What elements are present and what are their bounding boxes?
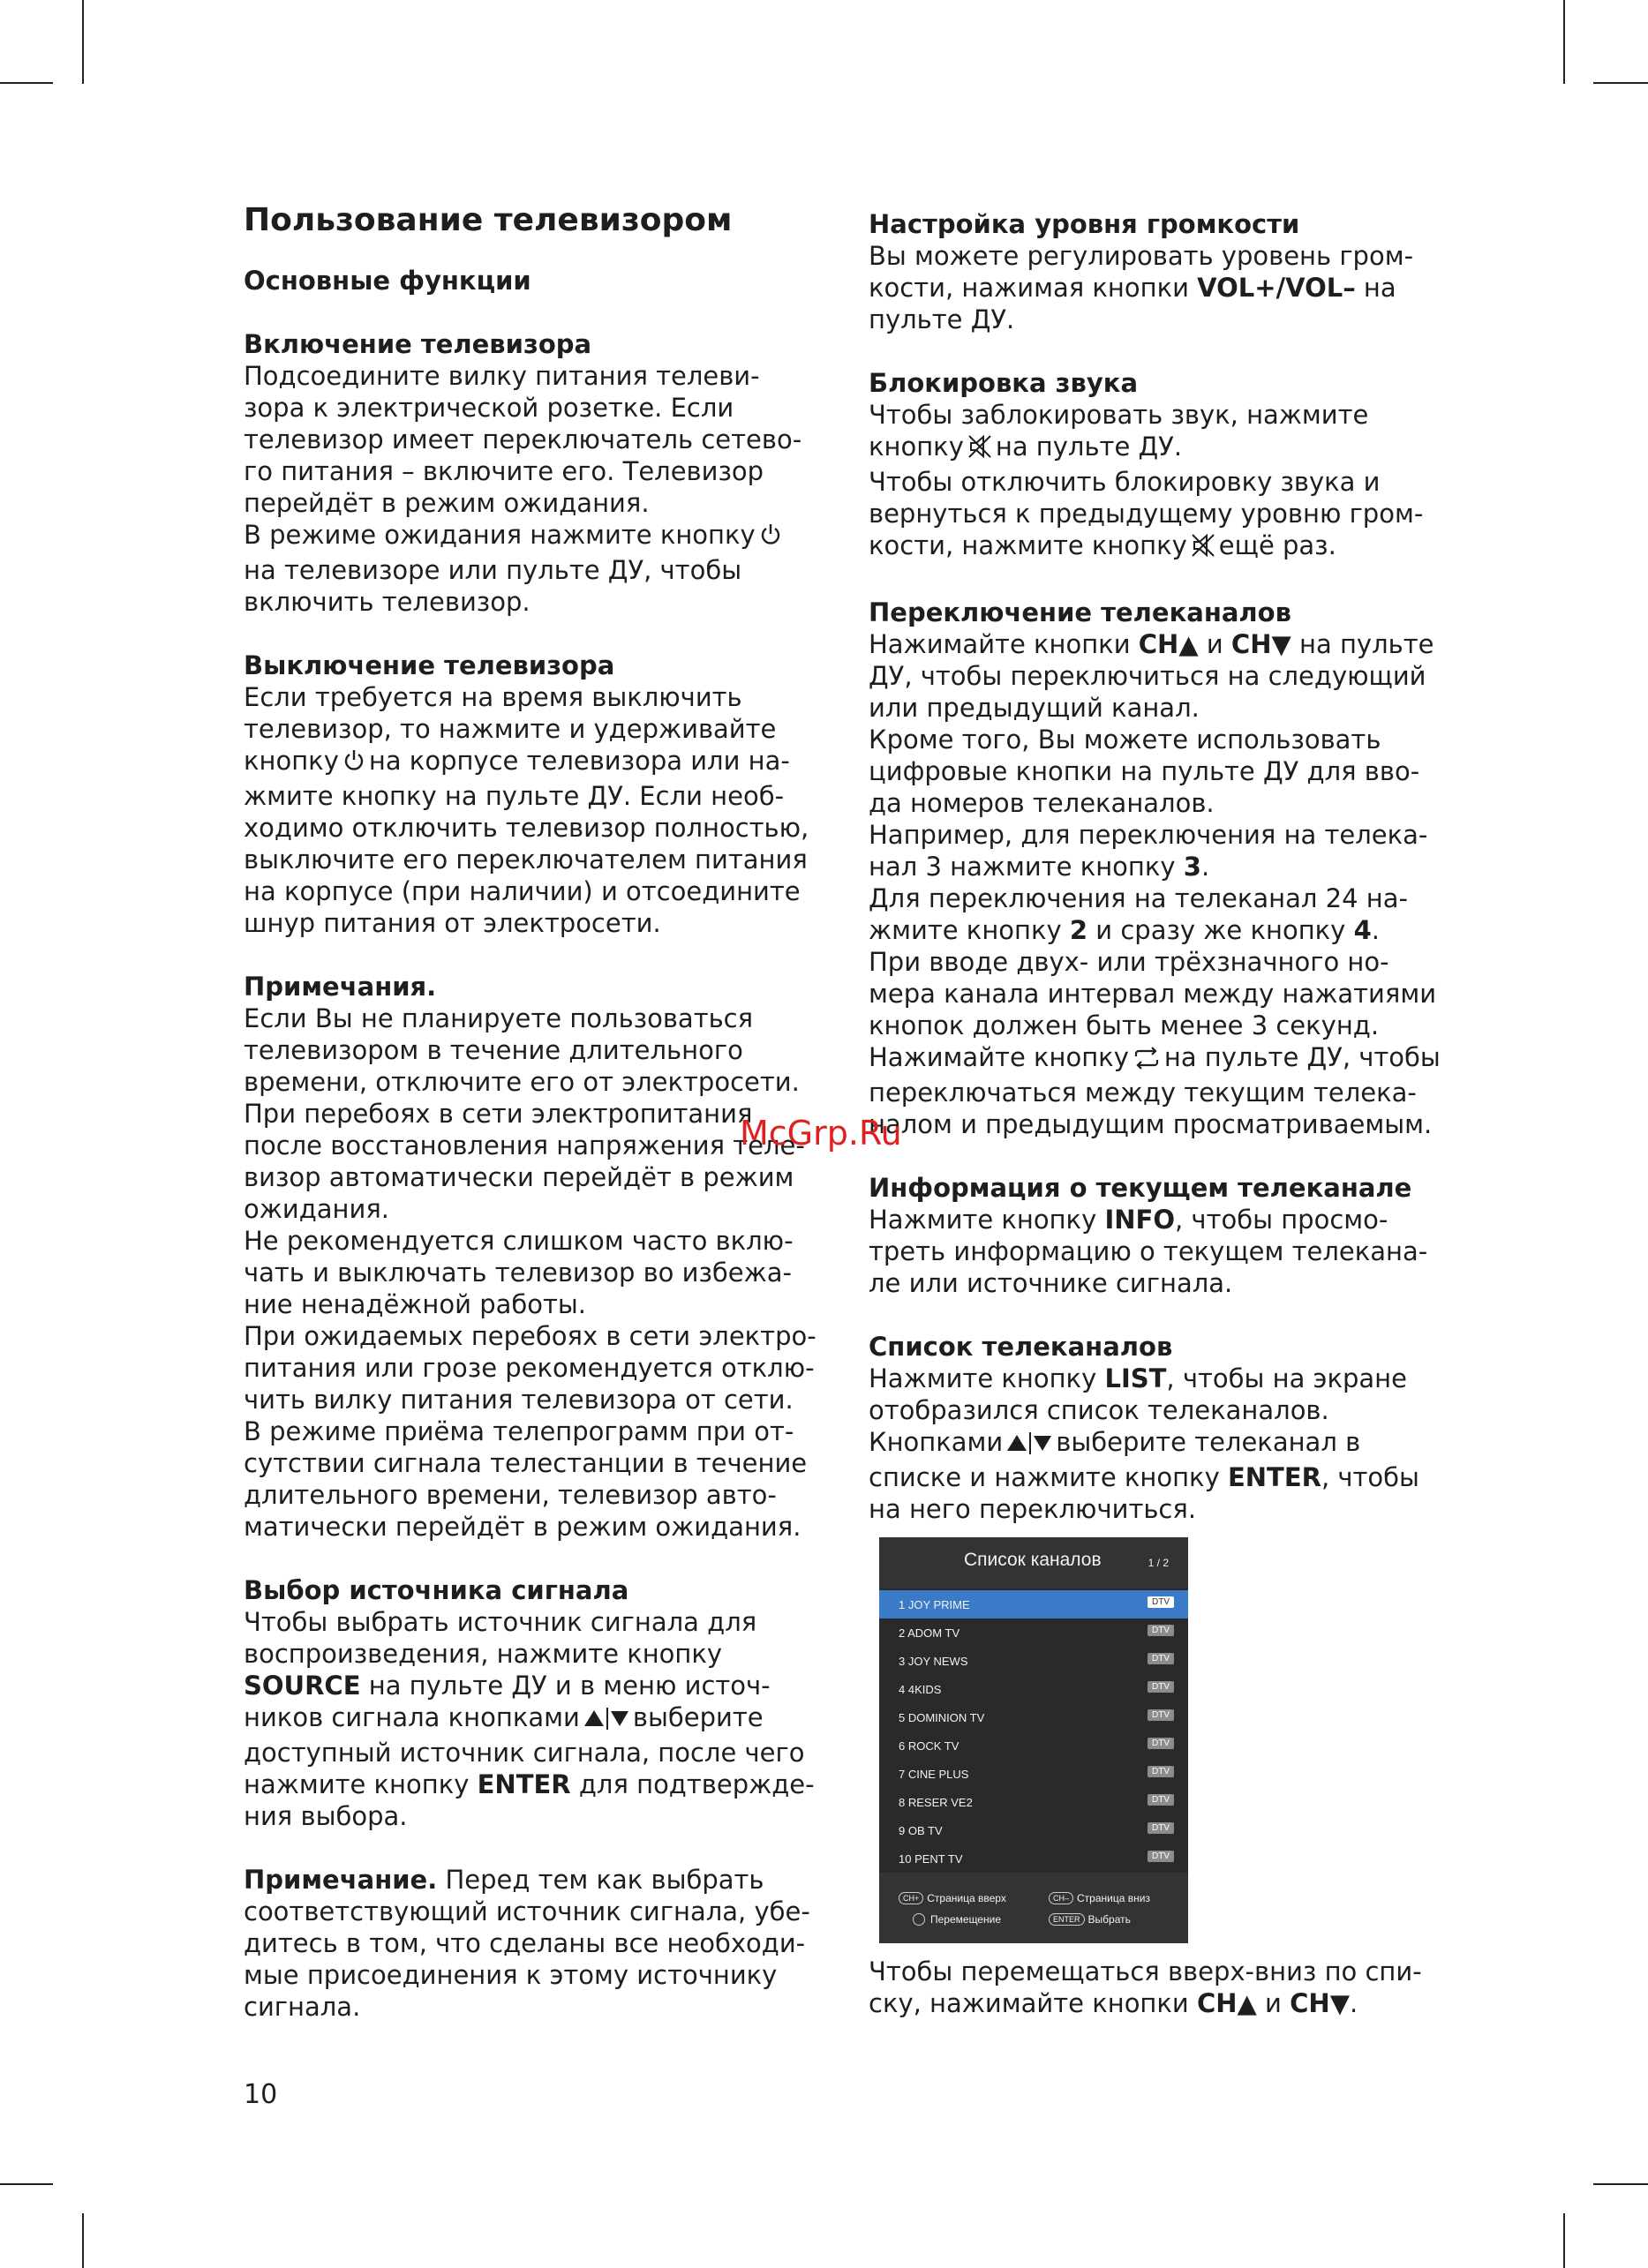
channel-name: 8 RESER VE2 (899, 1796, 973, 1809)
text-line: сигнала. (244, 1992, 361, 2022)
text-line: чить вилку питания телевизора от сети. (244, 1385, 794, 1415)
mute-heading: Блокировка звука (869, 368, 1139, 398)
ch-down-key: CH▼ (1230, 629, 1291, 659)
text-line: соответствующий источник сигнала, убе- (244, 1896, 810, 1926)
right-column (869, 208, 1486, 1525)
hint-label: Страница вниз (1077, 1892, 1150, 1904)
text-line (244, 1864, 844, 1896)
crop-mark (82, 2213, 84, 2268)
dtv-badge: DTV (1148, 1822, 1174, 1834)
text-line (244, 745, 844, 780)
crop-mark (1563, 0, 1565, 84)
text-line: ходимо отключить телевизор полностью, (244, 813, 809, 843)
text-line: цифровые кнопки на пульте ДУ для вво- (869, 756, 1420, 786)
text-line: зора к электрической розетке. Если (244, 393, 734, 423)
text-line: телевизор, то нажмите и удерживайте (244, 714, 777, 744)
text-line: времени, отключите его от электросети. (244, 1067, 800, 1097)
text-line: телевизором в течение длительного (244, 1035, 743, 1065)
hint-label: Страница вверх (927, 1892, 1006, 1904)
power-icon (759, 522, 782, 554)
navigation-icon (913, 1913, 925, 1926)
text-span: ников сигнала кнопками (244, 1702, 580, 1732)
hint-move (913, 1913, 1001, 1926)
source-heading: Выбор источника сигнала (244, 1575, 629, 1605)
text-span: на (1355, 273, 1396, 303)
dtv-badge: DTV (1148, 1709, 1174, 1721)
text-line (869, 272, 1486, 304)
text-span: кости, нажмите кнопку (869, 530, 1187, 560)
enter-key: ENTER (477, 1769, 571, 1799)
crop-mark (1563, 2213, 1565, 2268)
text-span: нал 3 нажмите кнопку (869, 852, 1184, 882)
watermark: McGrp.Ru (740, 1114, 902, 1153)
text-line (244, 1769, 844, 1800)
text-line: Чтобы перемещаться вверх-вниз по спи- (869, 1956, 1422, 1986)
hint-label: Перемещение (930, 1913, 1001, 1926)
page-number: 10 (244, 2079, 278, 2110)
crop-mark (1593, 2183, 1648, 2185)
dtv-badge: DTV (1148, 1653, 1174, 1664)
dtv-badge: DTV (1148, 1851, 1174, 1862)
channel-row[interactable] (879, 1618, 1188, 1647)
info-heading: Информация о текущем телеканале (869, 1173, 1412, 1203)
text-span: Кнопками (869, 1427, 1004, 1457)
text-line: на телевизоре или пульте ДУ, чтобы (244, 555, 742, 585)
info-key: INFO (1104, 1205, 1175, 1235)
text-line (244, 1670, 844, 1701)
text-line: на корпусе (при наличии) и отсоедините (244, 876, 801, 906)
note-label: Примечание. (244, 1865, 438, 1895)
hint-page-up (899, 1892, 1006, 1904)
text-line: При ожидаемых перебоях в сети электро- (244, 1321, 816, 1351)
text-line: ле или источнике сигнала. (869, 1268, 1233, 1298)
channel-row[interactable] (879, 1647, 1188, 1675)
digit-key: 4 (1353, 915, 1372, 945)
channel-name: 9 OB TV (899, 1824, 943, 1837)
text-line: на него переключиться. (869, 1494, 1197, 1524)
channel-name: 1 JOY PRIME (899, 1598, 970, 1611)
dtv-badge: DTV (1148, 1766, 1174, 1777)
channel-row[interactable] (879, 1788, 1188, 1816)
power-icon (342, 748, 365, 780)
ch-down-key: CH▼ (1290, 1988, 1350, 2018)
text-span: Нажимайте кнопки (869, 629, 1139, 659)
power-on-heading: Включение телевизора (244, 329, 592, 359)
text-line: Вы можете регулировать уровень гром- (869, 241, 1414, 271)
channel-row[interactable] (879, 1844, 1188, 1873)
text-line: отобразился список телеканалов. (869, 1395, 1329, 1425)
text-line: дитесь в том, что сделаны все необходи- (244, 1928, 806, 1958)
text-span: на пульте ДУ, чтобы (1163, 1042, 1441, 1072)
text-span: выберите (632, 1702, 764, 1732)
text-line: мера канала интервал между нажатиями (869, 979, 1437, 1009)
mute-icon (967, 434, 992, 466)
channel-list-header (879, 1537, 1188, 1588)
text-line (869, 529, 1486, 565)
text-span: Нажмите кнопку (869, 1363, 1105, 1393)
text-span: , чтобы просмо- (1175, 1205, 1388, 1235)
text-line: чать и выключать телевизор во избежа- (244, 1258, 792, 1288)
text-span: Перед тем как выбрать (437, 1865, 764, 1895)
channel-name: 3 JOY NEWS (899, 1655, 968, 1668)
text-line: матически перейдёт в режим ожидания. (244, 1512, 801, 1542)
source-key: SOURCE (244, 1671, 361, 1701)
text-line: перейдёт в режим ожидания. (244, 488, 650, 518)
channel-list-screen (879, 1537, 1188, 1943)
text-line: или предыдущий канал. (869, 693, 1200, 723)
text-line: Чтобы выбрать источник сигнала для (244, 1607, 757, 1637)
text-line: воспроизведения, нажмите кнопку (244, 1639, 723, 1669)
text-line: Не рекомендуется слишком часто вклю- (244, 1226, 794, 1256)
channel-row[interactable] (879, 1703, 1188, 1731)
text-line: сутствии сигнала телестанции в течение (244, 1448, 808, 1478)
channel-list-title: Список каналов (964, 1550, 1102, 1570)
hint-select (1049, 1913, 1131, 1926)
recall-icon (1133, 1045, 1161, 1077)
channel-row[interactable] (879, 1590, 1188, 1618)
text-span: на корпусе телевизора или на- (368, 746, 790, 776)
text-line: да номеров телеканалов. (869, 788, 1215, 818)
text-span: на пульте (1291, 629, 1434, 659)
text-line: В режиме приёма телепрограмм при от- (244, 1416, 794, 1446)
dtv-badge: DTV (1148, 1625, 1174, 1636)
hint-page-down (1049, 1892, 1150, 1904)
channel-row[interactable] (879, 1816, 1188, 1844)
dtv-badge: DTV (1148, 1681, 1174, 1693)
crop-mark (1593, 82, 1648, 84)
ch-plus-key-icon: CH+ (899, 1892, 923, 1904)
text-line: Подсоедините вилку питания телеви- (244, 361, 760, 391)
text-line: Чтобы отключить блокировку звука и (869, 467, 1381, 497)
text-span: , чтобы (1321, 1462, 1419, 1492)
text-span: для подтвержде- (570, 1769, 815, 1799)
text-line: При вводе двух- или трёхзначного но- (869, 947, 1389, 977)
text-line (869, 628, 1486, 660)
text-line (244, 519, 844, 554)
text-line: ние ненадёжной работы. (244, 1289, 587, 1319)
text-span: выберите телеканал в (1056, 1427, 1361, 1457)
text-line (869, 1204, 1486, 1235)
crop-mark (82, 0, 84, 84)
text-span: кнопку (869, 432, 964, 462)
channels-heading: Переключение телеканалов (869, 597, 1291, 627)
power-off-heading: Выключение телевизора (244, 650, 615, 680)
text-line: мые присоединения к этому источнику (244, 1960, 778, 1990)
channel-name: 4 4KIDS (899, 1683, 942, 1696)
up-down-arrows-icon (1006, 1430, 1052, 1461)
text-line: питания или грозе рекомендуется отклю- (244, 1353, 815, 1383)
text-line: Если Вы не планируете пользоваться (244, 1003, 754, 1033)
vol-key: VOL+/VOL– (1197, 273, 1356, 303)
text-span: жмите кнопку (869, 915, 1070, 945)
text-line: вернуться к предыдущему уровню гром- (869, 499, 1424, 529)
text-span: кости, нажимая кнопки (869, 273, 1198, 303)
text-span: В режиме ожидания нажмите кнопку (244, 520, 756, 550)
text-line: длительного времени, телевизор авто- (244, 1480, 777, 1510)
text-line: выключите его переключателем питания (244, 845, 808, 875)
text-span: кнопку (244, 746, 339, 776)
left-column (244, 201, 844, 2023)
channel-row[interactable] (879, 1760, 1188, 1788)
text-line: доступный источник сигнала, после чего (244, 1738, 805, 1768)
dtv-badge: DTV (1148, 1738, 1174, 1749)
channel-name: 2 ADOM TV (899, 1626, 960, 1640)
list-followup (869, 1956, 1486, 2019)
text-line: Кроме того, Вы можете использовать (869, 725, 1381, 755)
text-span: ску, нажимайте кнопки (869, 1988, 1197, 2018)
text-span: , чтобы на экране (1166, 1363, 1407, 1393)
text-line: шнур питания от электросети. (244, 908, 661, 938)
text-line (869, 1363, 1486, 1394)
enter-key-icon: ENTER (1049, 1913, 1085, 1926)
text-line: Для переключения на телеканал 24 на- (869, 883, 1408, 913)
text-line: включить телевизор. (244, 587, 531, 617)
list-heading: Список телеканалов (869, 1332, 1173, 1362)
text-line: Например, для переключения на телека- (869, 820, 1428, 850)
ch-up-key: CH▲ (1196, 1988, 1257, 2018)
text-line: ожидания. (244, 1194, 390, 1224)
digit-key: 2 (1069, 915, 1088, 945)
ch-minus-key-icon: CH– (1049, 1892, 1073, 1904)
text-span: ещё раз. (1218, 530, 1336, 560)
text-line: ния выбора. (244, 1801, 408, 1831)
text-line (869, 1426, 1486, 1461)
digit-key: 3 (1183, 852, 1201, 882)
text-line: визор автоматически перейдёт в режим (244, 1162, 794, 1192)
dtv-badge: DTV (1148, 1596, 1174, 1608)
crop-mark (0, 2183, 53, 2185)
text-span: на пульте ДУ. (995, 432, 1183, 462)
channel-row[interactable] (879, 1731, 1188, 1760)
text-span: Нажмите кнопку (869, 1205, 1105, 1235)
channel-name: 5 DOMINION TV (899, 1711, 985, 1724)
text-span: . (1200, 852, 1210, 882)
dtv-badge: DTV (1148, 1794, 1174, 1806)
up-down-arrows-icon (583, 1705, 629, 1737)
text-span: Нажимайте кнопку (869, 1042, 1129, 1072)
text-line: кнопок должен быть менее 3 секунд. (869, 1010, 1380, 1040)
text-span: списке и нажмите кнопку (869, 1462, 1228, 1492)
text-line: пульте ДУ. (869, 304, 1015, 334)
section-heading: Основные функции (244, 266, 531, 296)
text-span: . (1371, 915, 1380, 945)
text-line: налом и предыдущим просматриваемым. (869, 1109, 1433, 1139)
text-line: переключаться между текущим телека- (869, 1078, 1417, 1108)
text-span: нажмите кнопку (244, 1769, 478, 1799)
channel-name: 10 PENT TV (899, 1852, 963, 1866)
text-line (869, 1461, 1486, 1493)
text-line: телевизор имеет переключатель сетево- (244, 424, 802, 454)
ch-up-key: CH▲ (1138, 629, 1199, 659)
text-line: Чтобы заблокировать звук, нажмите (869, 400, 1369, 430)
crop-mark (0, 82, 53, 84)
text-line (869, 1041, 1486, 1077)
channel-name: 7 CINE PLUS (899, 1768, 969, 1781)
text-line (869, 851, 1486, 882)
text-line (869, 914, 1486, 946)
text-line: треть информацию о текущем телекана- (869, 1236, 1428, 1266)
list-key: LIST (1104, 1363, 1167, 1393)
text-span: . (1350, 1988, 1358, 2018)
enter-key: ENTER (1227, 1462, 1321, 1492)
text-line: жмите кнопку на пульте ДУ. Если необ- (244, 781, 785, 811)
text-line: после восстановления напряжения теле- (244, 1130, 805, 1160)
text-span: и сразу же кнопку (1087, 915, 1354, 945)
text-line: При перебоях в сети электропитания (244, 1099, 753, 1129)
text-line (244, 1701, 844, 1737)
text-line: Если требуется на время выключить (244, 682, 742, 712)
text-line: ДУ, чтобы переключиться на следующий (869, 661, 1426, 691)
text-line: го питания – включите его. Телевизор (244, 456, 764, 486)
text-span: и (1256, 1988, 1291, 2018)
channel-list-footer (879, 1873, 1188, 1943)
channel-name: 6 ROCK TV (899, 1739, 959, 1753)
text-line (869, 431, 1486, 466)
page-indicator: 1 / 2 (1148, 1557, 1169, 1569)
page-title: Пользование телевизором (244, 202, 733, 238)
volume-heading: Настройка уровня громкости (869, 209, 1300, 239)
hint-label: Выбрать (1087, 1913, 1131, 1926)
text-line (869, 1987, 1486, 2019)
text-span: и (1198, 629, 1231, 659)
notes-heading: Примечания. (244, 972, 437, 1002)
mute-icon (1191, 533, 1215, 565)
text-span: на пульте ДУ и в меню источ- (360, 1671, 771, 1701)
channel-row[interactable] (879, 1675, 1188, 1703)
